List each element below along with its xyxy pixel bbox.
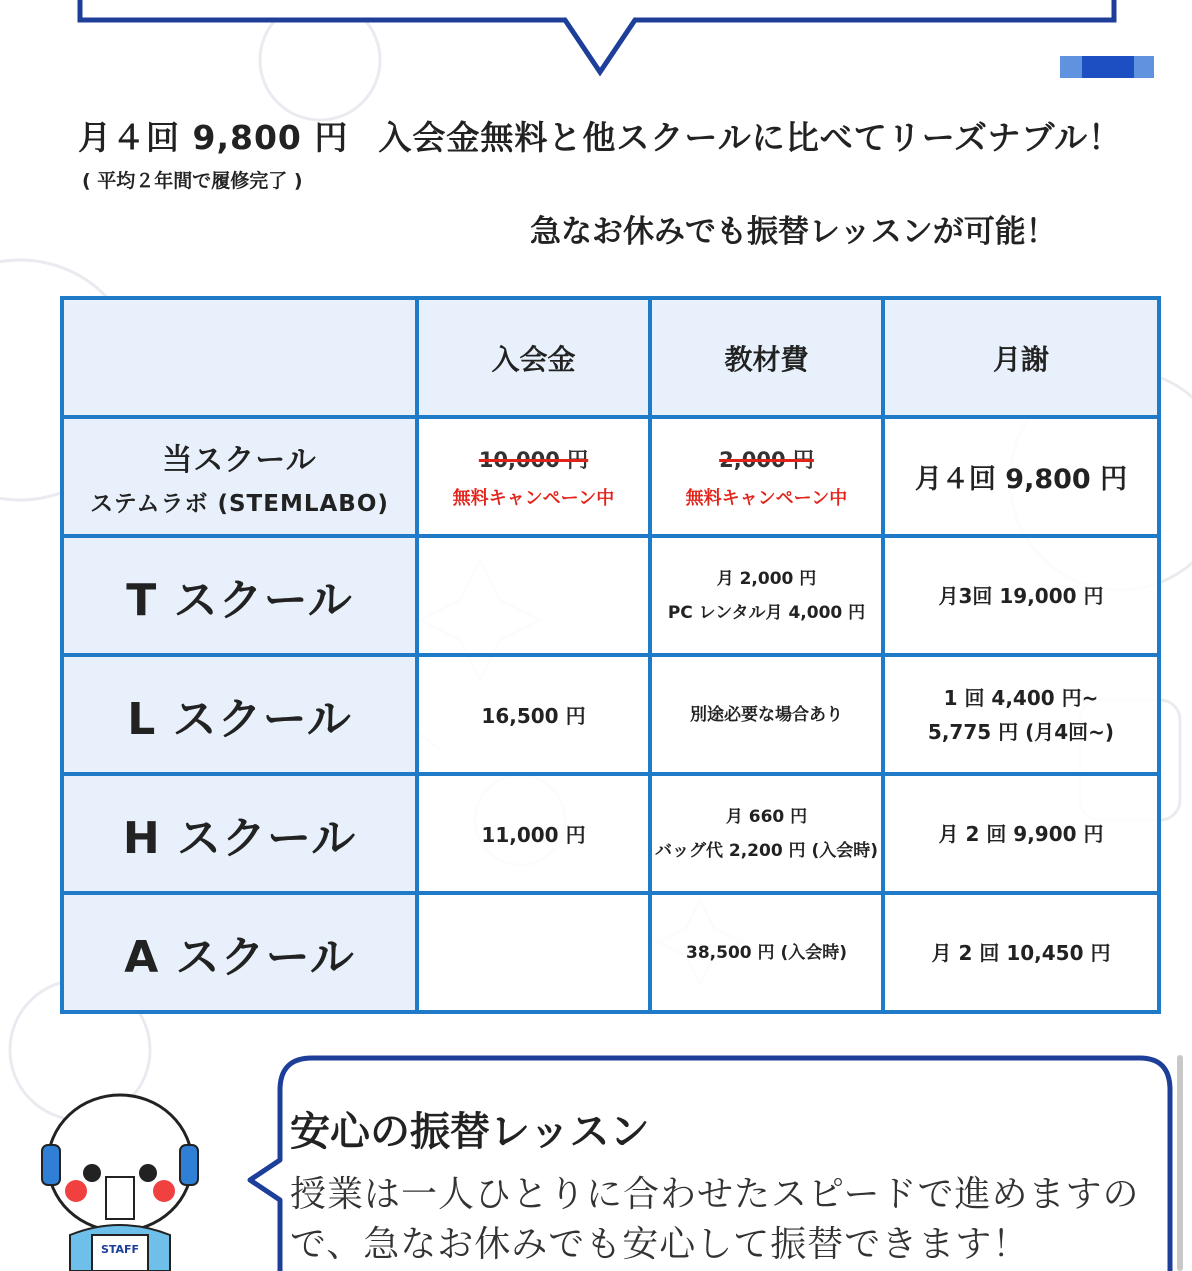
headline <box>78 112 1168 159</box>
callout-title: 安心の振替レッスン <box>290 1109 650 1155</box>
school-name: A スクール <box>62 893 417 1012</box>
table-header-row <box>62 298 1159 417</box>
our-monthly-fee: 月４回 9,800 円 <box>883 417 1159 536</box>
header-material-fee: 教材費 <box>650 298 883 417</box>
school-name: L スクール <box>62 655 417 774</box>
monthly-fee <box>883 893 1159 1012</box>
our-entrance-fee <box>417 417 650 536</box>
monthly-fee-line: 月 2 回 10,450 円 <box>931 940 1111 965</box>
material-fee-line: バッグ代 2,200 円 (入会時) <box>654 840 879 861</box>
school-name-ours <box>62 417 417 536</box>
monthly-fee <box>883 536 1159 655</box>
monthly-fee-line: 月3回 19,000 円 <box>938 583 1104 608</box>
header-monthly-fee: 月謝 <box>883 298 1159 417</box>
material-fee <box>650 536 883 655</box>
page-indicator-fill <box>1082 56 1134 78</box>
monthly-fee-line: 1 回 4,400 円~ <box>943 685 1099 710</box>
table-row <box>62 536 1159 655</box>
material-fee-line: 別途必要な場合あり <box>690 704 843 725</box>
table-corner-cell <box>62 298 417 417</box>
monthly-fee-line: 5,775 円 (月4回~) <box>927 719 1115 744</box>
material-fee <box>650 655 883 774</box>
table-row <box>62 774 1159 893</box>
table-row-our-school <box>62 417 1159 536</box>
our-school-subname: ステムラボ (STEMLABO) <box>90 491 389 517</box>
material-fee <box>650 893 883 1012</box>
entrance-fee: 11,000 円 <box>417 774 650 893</box>
material-fee-original-price: 2,000 円 <box>719 447 814 472</box>
header-entrance-fee: 入会金 <box>417 298 650 417</box>
entrance-fee-campaign: 無料キャンペーン中 <box>452 487 615 509</box>
scrollbar[interactable] <box>1177 1055 1183 1271</box>
our-school-name: 当スクール <box>162 443 317 478</box>
price-comparison-table <box>60 296 1161 1014</box>
monthly-fee <box>883 774 1159 893</box>
staff-mascot-icon <box>30 1085 210 1271</box>
entrance-fee <box>417 893 650 1012</box>
material-fee-line: 38,500 円 (入会時) <box>686 942 847 963</box>
entrance-fee <box>417 536 650 655</box>
makeup-lesson-note: 急なお休みでも振替レッスンが可能！ <box>530 214 1057 250</box>
material-fee-campaign: 無料キャンペーン中 <box>685 487 848 509</box>
our-material-fee <box>650 417 883 536</box>
material-fee <box>650 774 883 893</box>
callout-body: 授業は一人ひとりに合わせたスピードで進めますので、急なお休みでも安心して振替できます！ <box>290 1174 1140 1265</box>
table-row <box>62 893 1159 1012</box>
monthly-fee <box>883 655 1159 774</box>
material-fee-line: 月 660 円 <box>725 806 808 827</box>
mascot-badge: STAFF <box>100 1243 140 1256</box>
top-speech-bubble <box>0 0 1192 80</box>
entrance-fee-original-price: 10,000 円 <box>478 447 589 472</box>
entrance-fee: 16,500 円 <box>417 655 650 774</box>
school-name: T スクール <box>62 536 417 655</box>
material-fee-line: PC レンタル月 4,000 円 <box>667 602 866 623</box>
page-indicator <box>1060 56 1154 78</box>
monthly-fee-line: 月 2 回 9,900 円 <box>938 821 1104 846</box>
headline-appeal: 入会金無料と他スクールに比べてリーズナブル！ <box>378 118 1123 157</box>
material-fee-line: 月 2,000 円 <box>716 568 817 589</box>
school-name: H スクール <box>62 774 417 893</box>
headline-price: 月４回 9,800 円 <box>78 118 349 157</box>
table-row <box>62 655 1159 774</box>
headline-note: ( 平均２年間で履修完了 ) <box>82 170 303 192</box>
